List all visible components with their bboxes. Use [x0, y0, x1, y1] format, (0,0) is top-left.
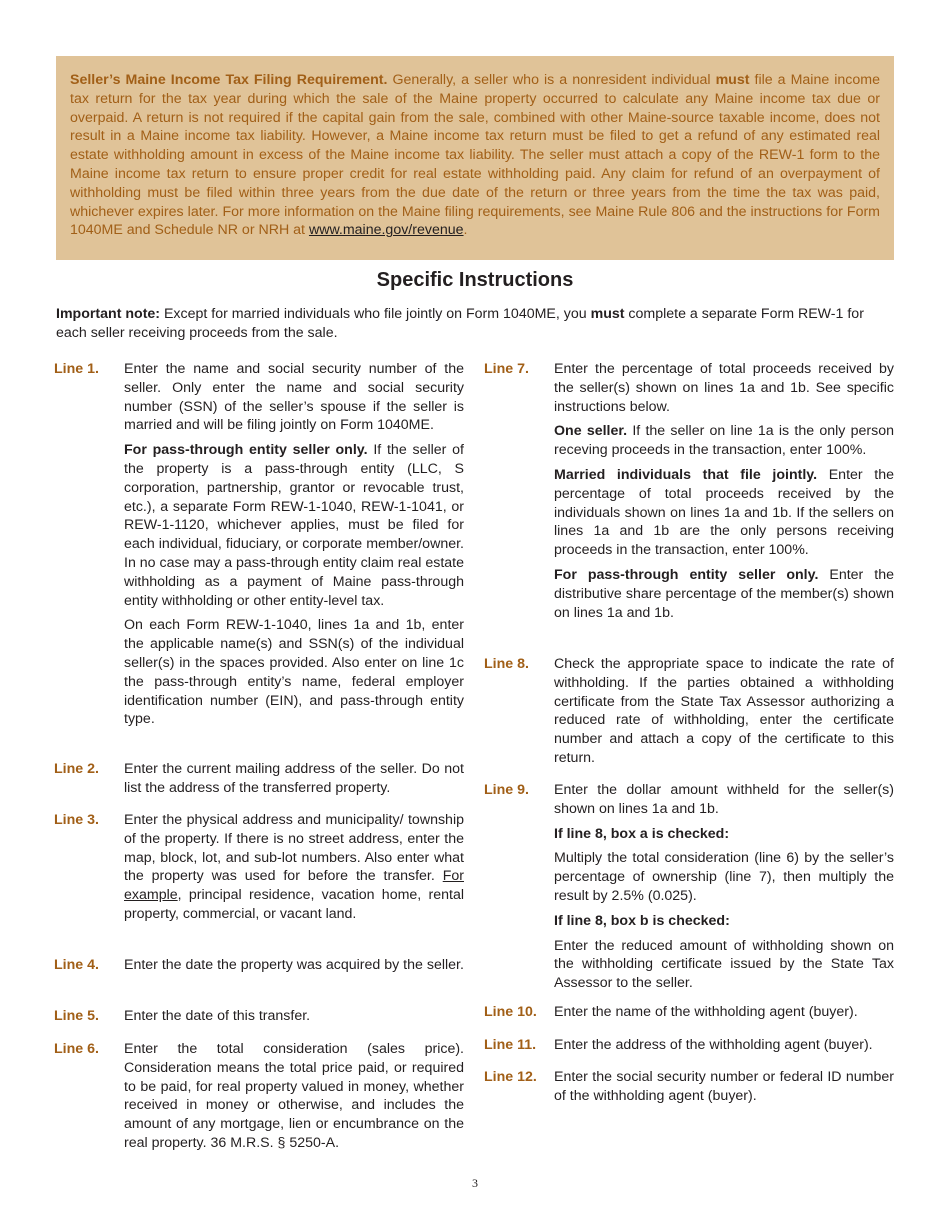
line-7-married-text: Enter the percentage of total proceeds received by the individuals shown on lines 1a and 1b. If the sellers on lines 1a and 1b are the only persons receiving proceeds in the transaction, enter 100%. — [554, 466, 894, 559]
line-3-instruction — [54, 811, 464, 924]
line-12-instruction — [484, 1068, 894, 1106]
line-9-box-b-heading: If line 8, box b is checked: — [554, 912, 730, 929]
line-8-text: Check the appropriate space to indicate the rate of withholding. If the parties obtained a withholding certificate from the State Tax Assessor authorizing a reduced rate of withholding, enter the certificate number and attach a copy of the certificate to this return. — [554, 656, 894, 766]
line-3-label: Line 3. — [54, 812, 99, 828]
line-1-pass-through — [124, 441, 464, 610]
line-11-label: Line 11. — [484, 1037, 537, 1053]
line-4-text: Enter the date the property was acquired by the seller. — [124, 957, 464, 973]
line-7-label: Line 7. — [484, 361, 529, 377]
line-7-one-seller — [554, 422, 894, 460]
line-6-label: Line 6. — [54, 1041, 99, 1057]
line-1-subheading: For pass-through entity seller only. — [124, 442, 368, 459]
line-9-box-b-text: Enter the reduced amount of withholding shown on the withholding certificate issued by the State Tax Assessor to the seller. — [554, 937, 894, 992]
line-7-pass-through-heading: For pass-through entity seller only. — [554, 566, 819, 583]
line-6-instruction — [54, 1040, 464, 1153]
important-note-must: must — [590, 306, 625, 322]
line-3-text-b: , principal residence, vacation home, rental property, commercial, or vacant land. — [124, 887, 464, 922]
line-4-instruction — [54, 956, 464, 975]
page-title: Specific Instructions — [376, 269, 574, 291]
line-2-instruction — [54, 760, 464, 798]
line-1-text: Enter the name and social security number of the seller. Only enter the name and social security number (SSN) of the seller’s spouse if the seller is married and will be filing jointly on Form 1040ME. — [124, 361, 464, 434]
line-7-one-seller-heading: One seller. — [554, 423, 628, 440]
line-12-text: Enter the social security number or federal ID number of the withholding agent (buyer). — [554, 1069, 894, 1104]
line-1-label: Line 1. — [54, 361, 99, 377]
line-8-label: Line 8. — [484, 656, 529, 672]
line-7-text: Enter the percentage of total proceeds received by the seller(s) shown on lines 1a and 1b. See specific instructions below. — [554, 361, 894, 415]
line-10-instruction — [484, 1003, 894, 1022]
line-5-instruction — [54, 1007, 464, 1026]
line-7-one-seller-text: If the seller on line 1a is the only person receving proceeds in the transaction, enter 100%. — [554, 423, 894, 459]
line-5-label: Line 5. — [54, 1008, 99, 1024]
notice-heading: Seller’s Maine Income Tax Filing Requirement. — [70, 72, 388, 88]
notice-text-2: file a Maine income tax return for the tax year during which the sale of the Maine property occurred to calculate any Maine income tax due or overpaid. A return is not required if the capital gain from the sale, combined with other Maine-source taxable income, does not result in a Maine income tax liability. However, a Maine income tax return must be filed to get a refund of any estimated real estate withholding amount in excess of the Maine income tax liability. The seller must attach a copy of the REW-1 form to the Maine income tax return to ensure proper credit for real estate withholding paid. Any claim for refund of an overpayment of withholding must be filed within three years from the due date of the return or three years from the time the tax was paid, whichever expires later. For more information on the Maine filing requirements, see Maine Rule 806 and the instructions for Form 1040ME and Schedule NR or NRH at — [70, 72, 881, 239]
line-3-example: For example — [124, 868, 464, 904]
line-1-pass-through-text: If the seller of the property is a pass-through entity (LLC, S corporation, partnership, grantor or revocable trust, etc.), a separate Form REW-1-1040, REW-1-1041, or REW-1-1120, whichever applies, must be filed for each individual, fiduciary, or corporate member/owner. In no case may a pass-through entity claim real estate withholding as a payment of Maine pass-through entity withholding or other entity-level tax. — [124, 442, 464, 609]
line-9-text: Enter the dollar amount withheld for the seller(s) shown on lines 1a and 1b. — [554, 782, 894, 817]
line-10-text: Enter the name of the withholding agent (buyer). — [554, 1004, 858, 1020]
line-2-label: Line 2. — [54, 761, 99, 777]
line-8-instruction — [484, 655, 894, 768]
important-note-text-1: Except for married individuals who file jointly on Form 1040ME, you — [160, 306, 591, 322]
line-7-pass-through-text: Enter the distributive share percentage of the member(s) shown on lines 1a and 1b. — [554, 566, 894, 621]
notice-end: . — [463, 222, 468, 239]
important-note-text-2: complete a separate Form REW-1 for each seller receiving proceeds from the sale. — [56, 306, 864, 341]
line-3-text-a: Enter the physical address and municipality/ township of the property. If there is no street address, enter the map, block, lot, and sub-lot numbers. Also enter what the property was used for before the transfer. — [124, 812, 464, 885]
important-note-label: Important note: — [56, 306, 161, 322]
line-9-instruction — [484, 781, 894, 993]
line-9-box-a-text: Multiply the total consideration (line 6) by the seller’s percentage of ownership (line 7), then multiply the result by 2.5% (0.025). — [554, 850, 894, 904]
line-12-label: Line 12. — [484, 1069, 537, 1085]
line-11-instruction — [484, 1036, 894, 1055]
page-number: 3 — [472, 1176, 478, 1190]
line-4-label: Line 4. — [54, 957, 99, 973]
line-1-rew-text: On each Form REW-1-1040, lines 1a and 1b, enter the applicable name(s) and SSN(s) of the individual seller(s) in the spaces provided. Also enter on line 1c the pass-through entity’s name, federal employer identification number (EIN), and pass-through entity type. — [124, 617, 464, 728]
line-2-text: Enter the current mailing address of the seller. Do not list the address of the transferred property. — [124, 761, 464, 796]
line-3-text — [124, 811, 464, 924]
line-10-label: Line 10. — [484, 1004, 537, 1020]
revenue-website-link[interactable]: www.maine.gov/revenue — [308, 222, 464, 239]
line-7-pass-through — [554, 566, 894, 622]
line-5-text: Enter the date of this transfer. — [124, 1008, 311, 1024]
line-9-label: Line 9. — [484, 782, 529, 798]
seller-filing-requirement-notice — [56, 56, 894, 260]
line-7-married-heading: Married individuals that file jointly. — [554, 466, 818, 483]
line-1-instruction — [54, 360, 464, 729]
line-6-text: Enter the total consideration (sales price). Consideration means the total price paid, or required to be paid, for real property valued in money, whether received in money or otherwise, and includes the amount of any mortgage, lien or encumbrance on the real property. 36 M.R.S. § 5250-A. — [124, 1041, 464, 1151]
line-7-instruction — [484, 360, 894, 622]
notice-text-1: Generally, a seller who is a nonresident individual — [387, 72, 716, 88]
line-9-box-a-heading: If line 8, box a is checked: — [554, 825, 730, 842]
important-note — [56, 305, 894, 343]
notice-must: must — [715, 72, 750, 88]
line-11-text: Enter the address of the withholding agent (buyer). — [554, 1037, 873, 1053]
line-7-married — [554, 466, 894, 560]
